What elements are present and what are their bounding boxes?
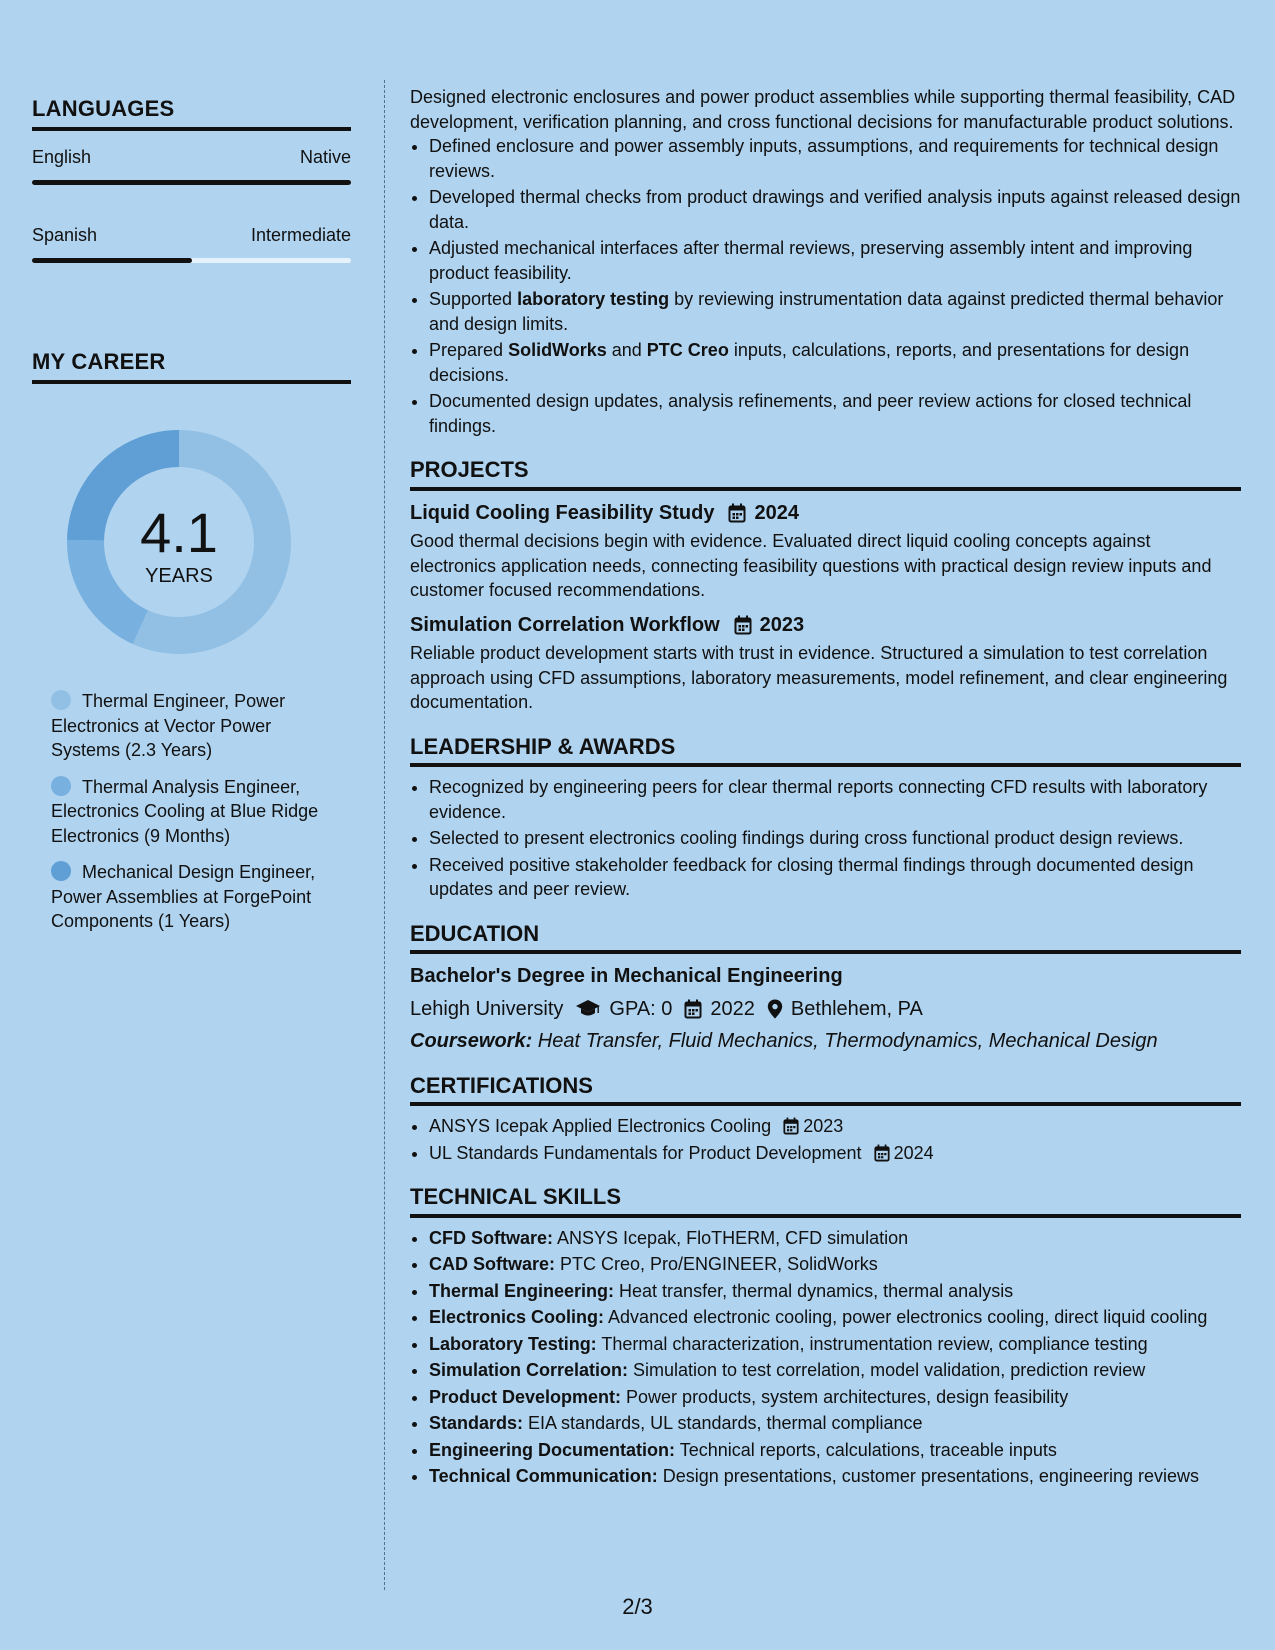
project-year: 2023 xyxy=(759,613,805,636)
language-item xyxy=(32,225,351,263)
language-name: Spanish xyxy=(32,225,98,245)
skills-heading: TECHNICAL SKILLS xyxy=(410,1185,1241,1218)
education-degree: Bachelor's Degree in Mechanical Engineering xyxy=(410,965,843,987)
skill-value: EIA standards, UL standards, thermal compliance xyxy=(523,1413,923,1433)
project-item xyxy=(410,613,1241,715)
language-item xyxy=(32,147,351,185)
location-pin-icon xyxy=(767,999,783,1019)
coursework-label: Coursework: xyxy=(410,1030,533,1052)
education-meta xyxy=(410,997,1241,1022)
project-title: Liquid Cooling Feasibility Study xyxy=(410,501,715,524)
career-heading: MY CAREER xyxy=(32,349,351,384)
skill-item xyxy=(429,1411,1241,1436)
skill-label: CFD Software: xyxy=(429,1227,554,1248)
project-description: Reliable product development starts with trust in evidence. Structured a simulation to test correlation approach using CFD assumptions, laboratory measurements, model refinement, and clear engineering documentation. xyxy=(410,643,1228,712)
skill-item xyxy=(429,1358,1241,1383)
calendar-icon xyxy=(783,1117,799,1135)
skill-item xyxy=(429,1385,1241,1410)
page-number: 2/3 xyxy=(622,1594,653,1619)
career-total-unit: YEARS xyxy=(145,565,213,587)
skill-value: PTC Creo, Pro/ENGINEER, SolidWorks xyxy=(555,1254,878,1274)
skill-item xyxy=(429,1438,1241,1463)
career-donut xyxy=(66,429,292,655)
skill-label: Simulation Correlation: xyxy=(429,1360,629,1380)
calendar-icon xyxy=(874,1144,890,1162)
skill-value: Thermal characterization, instrumentation review, compliance testing xyxy=(596,1333,1148,1354)
language-proficiency-fill xyxy=(32,180,351,185)
main-content xyxy=(410,85,1241,1491)
certifications-list xyxy=(410,1114,1241,1165)
experience-bullets xyxy=(410,134,1241,438)
experience-bullet: • Adjusted mechanical interfaces after thermal reviews, preserving assembly intent and improving product feasibility. xyxy=(429,236,1241,285)
education-coursework xyxy=(410,1029,1241,1054)
experience-bullet: • Documented design updates, analysis refinements, and peer review actions for closed technical findings. xyxy=(429,389,1241,438)
certification-name: • UL Standards Fundamentals for Product Development xyxy=(429,1142,862,1163)
language-level: Intermediate xyxy=(250,225,351,245)
experience-bullet: • Supported laboratory testing by reviewing instrumentation data against predicted thermal behavior and design limits. xyxy=(429,287,1241,336)
skill-item xyxy=(429,1279,1241,1304)
experience-summary: Designed electronic enclosures and power product assemblies while supporting thermal feasibility, CAD development, verification planning, and cross functional decisions for manufacturable product solutions. xyxy=(410,87,1236,132)
experience-bullet: • Prepared SolidWorks and PTC Creo inputs, calculations, reports, and presentations for design decisions. xyxy=(429,338,1241,387)
language-proficiency-fill xyxy=(32,258,192,263)
project-year: 2024 xyxy=(754,501,799,524)
career-total-value: 4.1 xyxy=(140,501,218,564)
career-section xyxy=(32,349,351,934)
languages-list xyxy=(32,147,351,263)
bold-keyword: PTC Creo xyxy=(646,340,729,360)
skill-label: Laboratory Testing: xyxy=(429,1333,597,1354)
leadership-item: • Selected to present electronics cooling findings during cross functional product design reviews. xyxy=(429,826,1241,851)
bold-keyword: SolidWorks xyxy=(508,340,607,360)
bold-keyword: laboratory testing xyxy=(517,289,670,309)
skill-label: Electronics Cooling: xyxy=(429,1307,605,1327)
skill-value: Technical reports, calculations, traceable inputs xyxy=(675,1439,1057,1460)
skill-item xyxy=(429,1226,1241,1251)
career-dot-icon xyxy=(51,690,71,710)
certification-year: 2024 xyxy=(893,1142,934,1163)
skill-item xyxy=(429,1305,1241,1330)
certifications-heading: CERTIFICATIONS xyxy=(410,1074,1241,1107)
project-title: Simulation Correlation Workflow xyxy=(410,613,720,636)
language-name: English xyxy=(32,147,92,167)
career-item xyxy=(51,860,341,934)
skill-value: Simulation to test correlation, model validation, prediction review xyxy=(628,1360,1146,1380)
education-heading: EDUCATION xyxy=(410,922,1241,955)
project-description: Good thermal decisions begin with evidence. Evaluated direct liquid cooling concepts against electronics application needs, connecting feasibility questions with practical design review inputs and customer focused recommendations. xyxy=(410,531,1212,600)
skill-item xyxy=(429,1332,1241,1357)
graduation-cap-icon xyxy=(575,999,601,1019)
certification-item xyxy=(429,1141,1241,1166)
calendar-icon xyxy=(728,503,746,523)
skill-label: Thermal Engineering: xyxy=(429,1280,615,1301)
calendar-icon xyxy=(684,999,702,1019)
leadership-heading: LEADERSHIP & AWARDS xyxy=(410,735,1241,768)
language-level: Native xyxy=(299,147,351,167)
project-item xyxy=(410,501,1241,603)
language-proficiency-bar xyxy=(32,258,351,263)
skill-label: CAD Software: xyxy=(429,1254,556,1274)
leadership-list xyxy=(410,775,1241,902)
skill-item xyxy=(429,1464,1241,1489)
column-divider xyxy=(384,80,385,1590)
skill-value: Power products, system architectures, design feasibility xyxy=(621,1386,1069,1407)
career-item-text: Mechanical Design Engineer, Power Assemblies at ForgePoint Components (1 Years) xyxy=(51,862,316,931)
coursework-list: Heat Transfer, Fluid Mechanics, Thermodynamics, Mechanical Design xyxy=(532,1030,1158,1052)
skill-value: Design presentations, customer presentations, engineering reviews xyxy=(657,1466,1199,1486)
calendar-icon xyxy=(734,615,752,635)
education-location: Bethlehem, PA xyxy=(790,997,923,1020)
career-item-text: Thermal Engineer, Power Electronics at Vector Power Systems (2.3 Years) xyxy=(51,691,286,760)
skill-label: Technical Communication: xyxy=(429,1466,658,1486)
skill-label: Standards: xyxy=(429,1413,524,1433)
certification-name: • ANSYS Icepak Applied Electronics Cooling xyxy=(429,1116,772,1136)
projects-heading: PROJECTS xyxy=(410,458,1241,491)
career-list xyxy=(51,689,341,934)
career-item xyxy=(51,775,341,849)
sidebar xyxy=(32,96,351,946)
education-school: Lehigh University xyxy=(410,997,564,1020)
skill-value: Heat transfer, thermal dynamics, thermal analysis xyxy=(614,1280,1014,1301)
career-item xyxy=(51,689,341,763)
leadership-item: • Received positive stakeholder feedback for closing thermal findings through documented design updates and peer review. xyxy=(429,853,1241,902)
skill-value: ANSYS Icepak, FloTHERM, CFD simulation xyxy=(553,1227,909,1248)
skill-item xyxy=(429,1252,1241,1277)
certification-item xyxy=(429,1114,1241,1139)
career-dot-icon xyxy=(51,861,71,881)
certification-year: 2023 xyxy=(803,1116,844,1136)
experience-bullet: • Developed thermal checks from product drawings and verified analysis inputs against released design data. xyxy=(429,185,1241,234)
language-proficiency-bar xyxy=(32,180,351,185)
languages-heading: LANGUAGES xyxy=(32,96,351,131)
education-gpa: GPA: 0 xyxy=(609,997,673,1020)
career-dot-icon xyxy=(51,776,71,796)
skills-list xyxy=(410,1226,1241,1489)
skill-label: Engineering Documentation: xyxy=(429,1439,676,1460)
leadership-item: • Recognized by engineering peers for clear thermal reports connecting CFD results with laboratory evidence. xyxy=(429,775,1241,824)
skill-value: Advanced electronic cooling, power electronics cooling, direct liquid cooling xyxy=(604,1307,1208,1327)
education-year: 2022 xyxy=(710,997,755,1020)
career-item-text: Thermal Analysis Engineer, Electronics Cooling at Blue Ridge Electronics (9 Months) xyxy=(51,776,319,846)
skill-label: Product Development: xyxy=(429,1386,622,1407)
experience-bullet: • Defined enclosure and power assembly inputs, assumptions, and requirements for technical design reviews. xyxy=(429,134,1241,183)
